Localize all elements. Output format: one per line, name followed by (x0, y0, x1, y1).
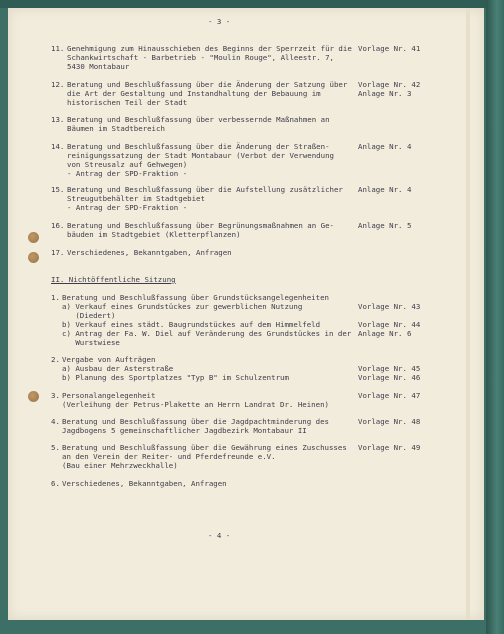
item-text: Beratung und Beschlußfassung über verbessernde Maßnahmen an (67, 115, 330, 124)
item-text: b) Verkauf eines städt. Baugrundstückes auf dem Himmelfeld (62, 320, 321, 329)
item-text: Beratung und Beschlußfassung über die Aufstellung zusätzlicher (67, 185, 343, 194)
item-reference: Vorlage Nr. 48 (358, 417, 421, 426)
punch-hole-bottom (28, 391, 39, 402)
binder-top-edge (0, 0, 504, 8)
item-text: b) Planung des Sportplatzes "Typ B" im Schulzentrum (62, 373, 289, 382)
item-text: Verschiedenes, Bekanntgaben, Anfragen (62, 479, 227, 488)
item-text: von Streusalz auf Gehwegen) (67, 160, 188, 169)
item-reference: Vorlage Nr. 49 (358, 443, 421, 452)
item-number: 16. (51, 221, 65, 230)
item-text: - Antrag der SPD-Fraktion - (67, 203, 188, 212)
item-number: 1. (51, 293, 60, 302)
item-reference: Anlage Nr. 6 (358, 329, 412, 338)
item-text: Jagdbogens 5 gemeinschaftlicher Jagdbezirk Montabaur II (62, 426, 307, 435)
punch-hole-top (28, 232, 39, 243)
item-text: die Art der Gestaltung und Instandhaltung der Bebauung im (67, 89, 321, 98)
item-text: (Diedert) (62, 311, 116, 320)
item-number: 5. (51, 443, 60, 452)
page-number-footer: - 4 - (208, 531, 231, 540)
item-text: Beratung und Beschlußfassung über die Gewährung eines Zuschusses (62, 443, 347, 452)
item-text: Beratung und Beschlußfassung über die Jagdpachtminderung des (62, 417, 329, 426)
item-reference: Vorlage Nr. 44 (358, 320, 421, 329)
item-text: Bäumen im Stadtbereich (67, 124, 165, 133)
item-text: Personalangelegenheit (62, 391, 156, 400)
item-reference: Vorlage Nr. 41 (358, 44, 421, 53)
item-number: 2. (51, 355, 60, 364)
binder-spine (486, 0, 504, 634)
item-text: c) Antrag der Fa. W. Diel auf Veränderung des Grundstückes in der (62, 329, 352, 338)
item-text: Beratung und Beschlußfassung über Grundstücksangelegenheiten (62, 293, 329, 302)
item-reference: Anlage Nr. 3 (358, 89, 412, 98)
item-text: a) Verkauf eines Grundstückes zur gewerblichen Nutzung (62, 302, 303, 311)
section-title-closed-session: II. Nichtöffentliche Sitzung (51, 275, 176, 284)
item-reference: Vorlage Nr. 43 (358, 302, 421, 311)
item-text: historischen Teil der Stadt (67, 98, 188, 107)
item-text: Genehmigung zum Hinausschieben des Beginns der Sperrzeit für die (67, 44, 352, 53)
item-number: 14. (51, 142, 65, 151)
item-number: 13. (51, 115, 65, 124)
item-text: (Bau einer Mehrzweckhalle) (62, 461, 178, 470)
item-text: an den Verein der Reiter- und Pferdefreunde e.V. (62, 452, 276, 461)
item-text: Beratung und Beschlußfassung über die Änderung der Satzung über (67, 80, 348, 89)
item-number: 3. (51, 391, 60, 400)
page-number-header: - 3 - (208, 17, 231, 26)
item-number: 6. (51, 479, 60, 488)
item-text: Verschiedenes, Bekanntgaben, Anfragen (67, 248, 232, 257)
item-number: 11. (51, 44, 65, 53)
item-reference: Anlage Nr. 4 (358, 142, 412, 151)
item-reference: Anlage Nr. 5 (358, 221, 412, 230)
item-reference: Vorlage Nr. 45 (358, 364, 421, 373)
item-text: (Verleihung der Petrus-Plakette an Herrn Landrat Dr. Heinen) (62, 400, 329, 409)
item-text: Streugutbehälter im Stadtgebiet (67, 194, 205, 203)
item-text: Beratung und Beschlußfassung über die Änderung der Straßen- (67, 142, 330, 151)
item-reference: Vorlage Nr. 47 (358, 391, 421, 400)
item-number: 12. (51, 80, 65, 89)
item-text: - Antrag der SPD-Fraktion - (67, 169, 188, 178)
item-text: reinigungssatzung der Stadt Montabaur (Verbot der Verwendung (67, 151, 334, 160)
item-reference: Vorlage Nr. 42 (358, 80, 421, 89)
item-text: a) Ausbau der Asterstraße (62, 364, 174, 373)
item-number: 17. (51, 248, 65, 257)
item-reference: Vorlage Nr. 46 (358, 373, 421, 382)
page-right-edge (466, 8, 470, 620)
item-text: Wurstwiese (62, 338, 120, 347)
item-text: Beratung und Beschlußfassung über Begrünungsmaßnahmen an Ge- (67, 221, 334, 230)
item-number: 15. (51, 185, 65, 194)
item-text: 5430 Montabaur (67, 62, 130, 71)
punch-hole-middle (28, 252, 39, 263)
item-reference: Anlage Nr. 4 (358, 185, 412, 194)
item-text: Schankwirtschaft - Barbetrieb - "Moulin Rouge", Alleestr. 7, (67, 53, 334, 62)
item-number: 4. (51, 417, 60, 426)
item-text: bäuden im Stadtgebiet (Kletterpflanzen) (67, 230, 241, 239)
item-text: Vergabe von Aufträgen (62, 355, 156, 364)
